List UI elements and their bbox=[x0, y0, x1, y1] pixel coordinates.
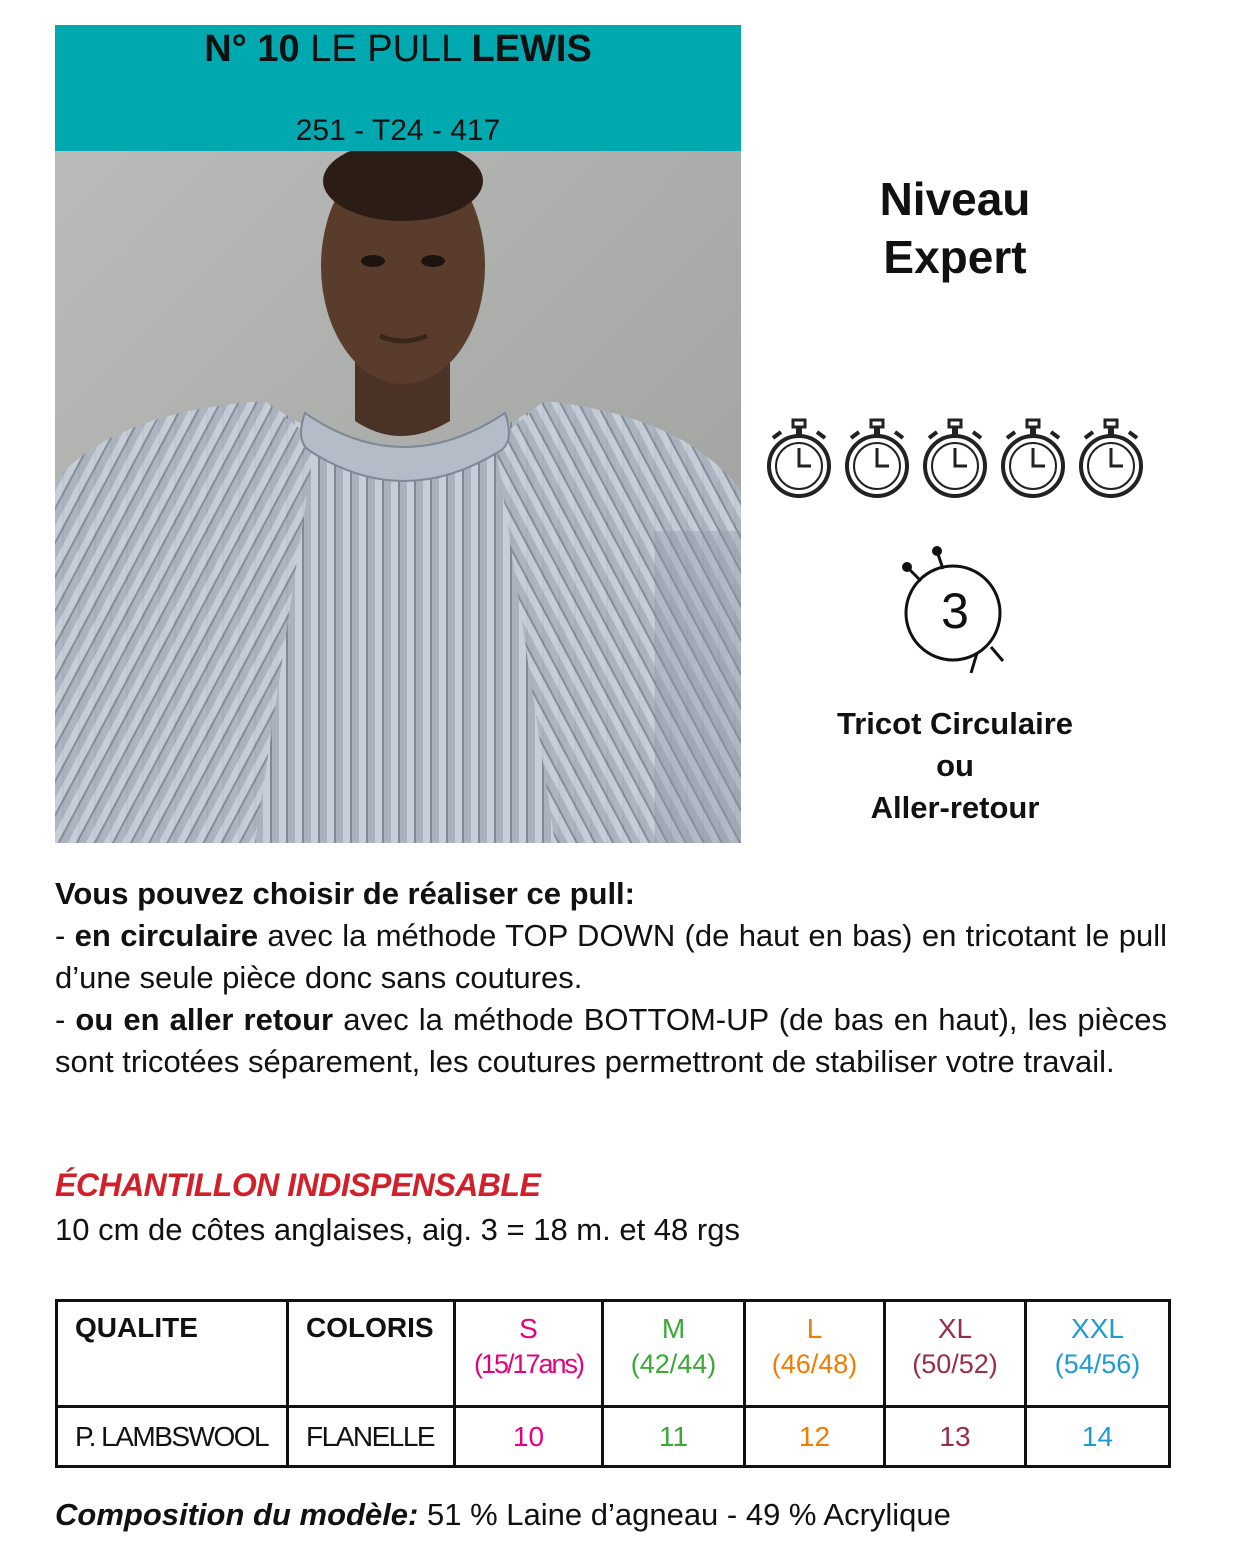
size-range: (42/44) bbox=[630, 1349, 717, 1379]
table-row bbox=[57, 1407, 1170, 1467]
cell-qty-xl: 13 bbox=[885, 1407, 1026, 1467]
option-circular-bold: en circulaire bbox=[74, 918, 259, 953]
stopwatch-icon bbox=[921, 418, 989, 500]
title-mid: LE PULL bbox=[310, 28, 461, 70]
technique-line3: Aller-retour bbox=[870, 790, 1040, 825]
level-line2: Expert bbox=[883, 231, 1027, 283]
composition-text: 51 % Laine d’agneau - 49 % Acrylique bbox=[418, 1497, 951, 1532]
header-size-l bbox=[745, 1301, 885, 1407]
option-flat-text: avec la méthode BOTTOM-UP (de bas en haut), les pièces sont tricotées séparement, les coutures permettront de stabiliser votre travail. bbox=[55, 1002, 1167, 1079]
size-range: (46/48) bbox=[771, 1349, 858, 1379]
intro-option-circular bbox=[55, 915, 1167, 999]
composition-label: Composition du modèle: bbox=[55, 1497, 419, 1532]
needle-size-badge bbox=[895, 543, 1015, 683]
stopwatch-icon bbox=[765, 418, 833, 500]
cell-qty-s: 10 bbox=[455, 1407, 603, 1467]
intro-lead: Vous pouvez choisir de réaliser ce pull: bbox=[55, 876, 635, 911]
difficulty-level bbox=[830, 170, 1080, 286]
header-color: COLORIS bbox=[288, 1301, 455, 1407]
intro-option-flat bbox=[55, 999, 1167, 1083]
header-band bbox=[55, 25, 741, 151]
option-circular-text: avec la méthode TOP DOWN (de haut en bas) en tricotant le pull d’une seule pièce donc sans coutures. bbox=[55, 918, 1167, 995]
pattern-name: LEWIS bbox=[471, 28, 592, 70]
technique-line2: ou bbox=[936, 748, 974, 783]
header-quality: QUALITE bbox=[57, 1301, 288, 1407]
stopwatch-icon bbox=[999, 418, 1067, 500]
composition bbox=[55, 1495, 951, 1535]
sizes-table bbox=[55, 1299, 1171, 1468]
level-line1: Niveau bbox=[879, 173, 1031, 225]
size-label: S bbox=[519, 1313, 538, 1344]
cell-qty-m: 11 bbox=[603, 1407, 745, 1467]
technique bbox=[800, 703, 1110, 829]
option-prefix: - bbox=[55, 918, 75, 953]
gauge-text: 10 cm de côtes anglaises, aig. 3 = 18 m. et 48 rgs bbox=[55, 1212, 740, 1247]
header-size-m bbox=[603, 1301, 745, 1407]
difficulty-timers bbox=[765, 418, 1145, 500]
size-range: (50/52) bbox=[912, 1349, 998, 1379]
option-flat-bold: ou en aller retour bbox=[75, 1002, 334, 1037]
pattern-reference: 251 - T24 - 417 bbox=[295, 114, 501, 147]
size-range: (54/56) bbox=[1054, 1349, 1141, 1379]
pattern-title bbox=[55, 27, 741, 71]
model-photo bbox=[55, 151, 741, 843]
size-label: M bbox=[661, 1313, 686, 1344]
size-range: (15/17ans) bbox=[473, 1349, 584, 1379]
cell-qty-xxl: 14 bbox=[1026, 1407, 1170, 1467]
technique-line1: Tricot Circulaire bbox=[836, 706, 1074, 741]
pattern-number: N° 10 bbox=[204, 28, 300, 70]
cell-color: FLANELLE bbox=[288, 1407, 455, 1467]
header-size-xxl bbox=[1026, 1301, 1170, 1407]
header-size-s bbox=[455, 1301, 603, 1407]
size-label: XXL bbox=[1071, 1313, 1124, 1344]
header-size-xl bbox=[885, 1301, 1026, 1407]
gauge-title: ÉCHANTILLON INDISPENSABLE bbox=[55, 1167, 541, 1203]
stopwatch-icon bbox=[1077, 418, 1145, 500]
cell-quality: P. LAMBSWOOL bbox=[57, 1407, 288, 1467]
option-prefix: - bbox=[55, 1002, 76, 1037]
size-label: L bbox=[806, 1313, 823, 1344]
needle-size: 3 bbox=[941, 583, 969, 639]
intro-text bbox=[55, 873, 1167, 1083]
stopwatch-icon bbox=[843, 418, 911, 500]
table-header-row bbox=[57, 1301, 1170, 1407]
size-label: XL bbox=[937, 1313, 973, 1344]
cell-qty-l: 12 bbox=[745, 1407, 885, 1467]
